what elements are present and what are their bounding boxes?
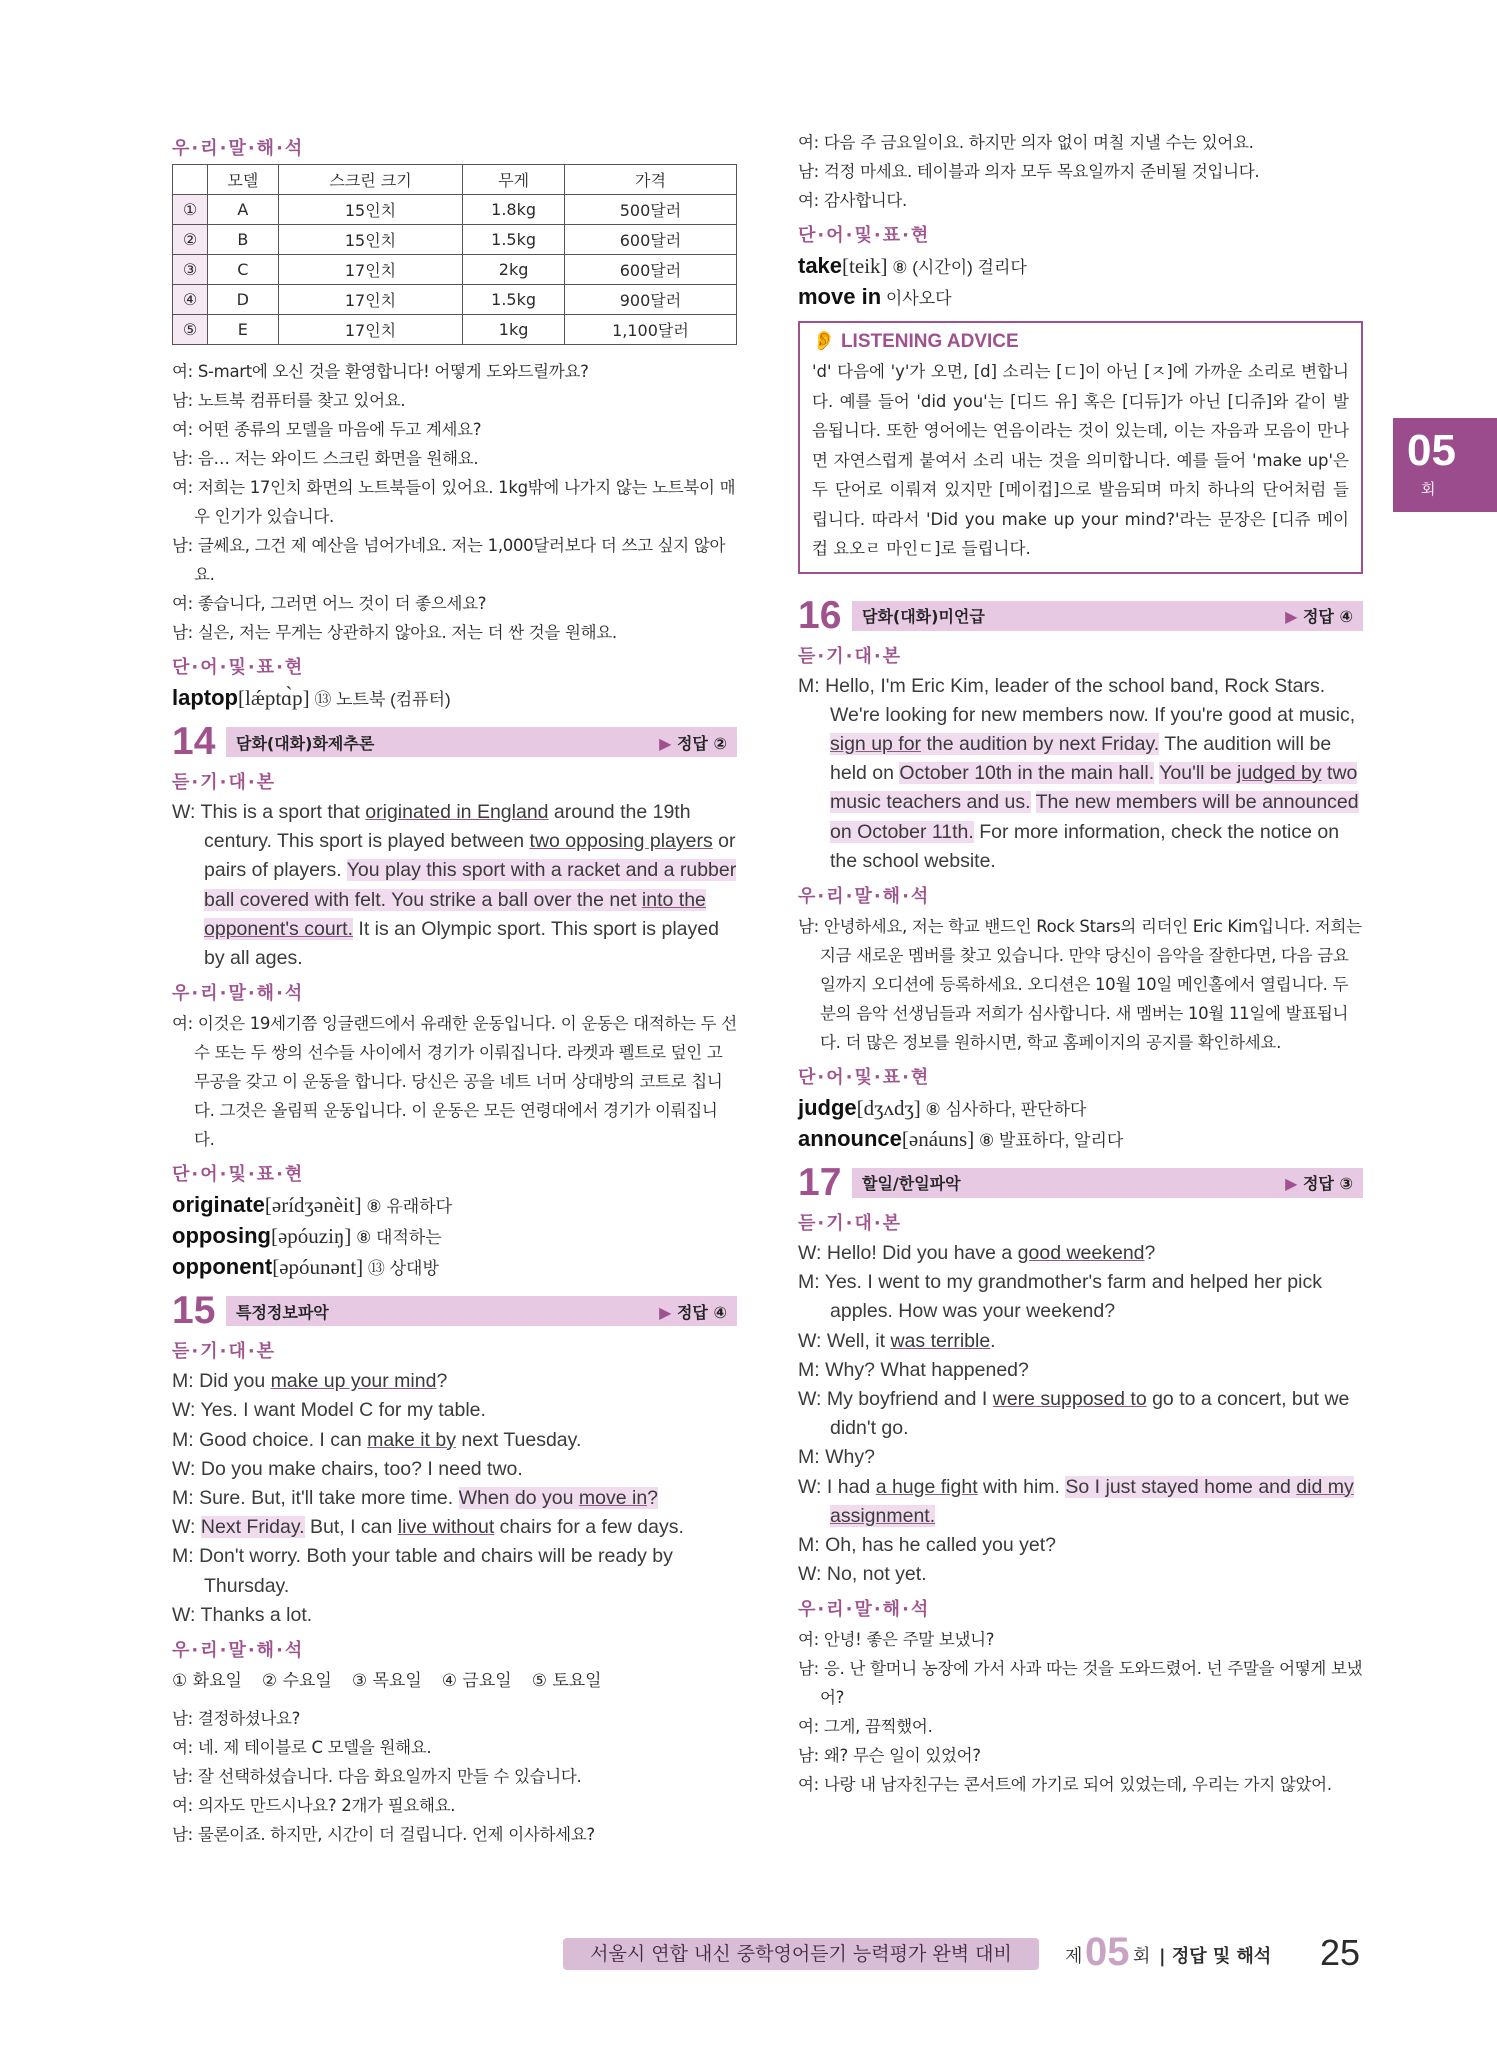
script-segment: M: Did you <box>172 1370 271 1393</box>
script-segment: W: Hello! Did you have a <box>798 1241 1018 1264</box>
script-segment: W: Do you make chairs, too? I need two. <box>172 1457 523 1480</box>
table-cell: 900달러 <box>564 285 736 315</box>
table-header-cell: 가격 <box>564 165 736 195</box>
script-line <box>172 1484 737 1513</box>
script-segment: ? <box>647 1487 659 1510</box>
translation-line: 여: 감사합니다. <box>798 191 907 210</box>
script-line <box>798 1473 1363 1531</box>
section-label: 듣·기·대·본 <box>172 772 277 793</box>
round-number: 05 <box>1407 426 1456 475</box>
question-number: 14 <box>172 720 216 763</box>
answer-label: ▶ 정답 ④ <box>659 1300 727 1323</box>
section-label: 듣·기·대·본 <box>798 645 903 667</box>
script-segment: next Tuesday. <box>455 1428 582 1451</box>
section-label: 단·어·및·표·현 <box>798 225 931 246</box>
q15-header <box>172 1291 737 1331</box>
script-segment: M: Hello, I'm Eric Kim, leader of the school band, Rock Stars. We're looking for new members now. If you're good at music, <box>798 674 1356 726</box>
vocab-word: judge <box>798 1094 857 1120</box>
vocab-item <box>172 683 737 714</box>
script-line <box>798 1268 1363 1326</box>
left-column <box>172 128 737 1849</box>
table-row <box>173 195 737 225</box>
table-cell: ⑤ <box>173 315 208 345</box>
translation-line: 남: 안녕하세요, 저는 학교 밴드인 Rock Stars의 리더인 Eric Kim입니다. 저희는 지금 새로운 멤버를 찾고 있습니다. 만약 당신이 음악을 잘한다면, 다음 금요일까지 오디션에 등록하세요. 오디션은 10월 10일 메인홀에서 열립니다. 두 분의 음악 선생님들과 저희가 심사합니다. 새 멤버는 10월 11일에 발표됩니다. 더 많은 정보를 원하시면, 학교 홈페이지의 공지를 확인하세요. <box>798 916 1362 1052</box>
translation-line: 여: 안녕! 좋은 주말 보냈니? <box>798 1630 995 1650</box>
question-type: 특정정보파악 <box>236 1302 329 1322</box>
q15-script <box>172 1367 737 1630</box>
script-segment: go to a concert, but we didn't go. <box>830 1387 1350 1440</box>
q16-script <box>798 672 1363 876</box>
table-cell: 1.8kg <box>463 195 565 225</box>
script-line <box>798 672 1363 876</box>
table-cell: D <box>208 285 279 315</box>
table-cell: ③ <box>173 255 208 285</box>
question-number: 15 <box>172 1289 216 1333</box>
table-header-cell: 무게 <box>463 165 565 195</box>
table-cell: E <box>208 315 279 345</box>
script-line <box>172 1396 737 1425</box>
script-segment: make up your mind <box>270 1370 437 1393</box>
answer-label: ▶ 정답 ④ <box>1285 604 1353 627</box>
section-label: 우·리·말·해·석 <box>172 1640 305 1662</box>
q17-script <box>798 1239 1363 1589</box>
script-segment: were supposed to <box>992 1387 1147 1410</box>
script-segment: did my assignment. <box>830 1475 1354 1527</box>
script-segment: ? <box>1144 1241 1156 1264</box>
script-line <box>172 798 737 973</box>
script-line <box>172 1513 737 1542</box>
vocab-item <box>798 1093 1363 1124</box>
question-bar <box>226 1296 737 1326</box>
q16-translation <box>798 912 1363 1057</box>
script-line <box>172 1601 737 1630</box>
answer-label: ▶ 정답 ② <box>659 731 727 754</box>
script-segment: W: Well, it <box>798 1329 891 1352</box>
translation-line: 여: 이것은 19세기쯤 잉글랜드에서 유래한 운동입니다. 이 운동은 대적하는 두 선수 또는 두 쌍의 선수들 사이에서 경기가 이뤄집니다. 라켓과 펠트로 덮인 고무공을 갖고 이 운동을 합니다. 당신은 공을 네트 너머 상대방의 코트로 칩니다. 그것은 올림픽 운동입니다. 이 운동은 모든 연령대에서 경기가 이뤄집니다. <box>172 1014 737 1150</box>
vocab-phonetic: [teik] <box>842 254 888 278</box>
translation-line: 남: 물론이죠. 하지만, 시간이 더 걸립니다. 언제 이사하세요? <box>172 1825 595 1845</box>
table-cell: 1,100달러 <box>564 315 736 345</box>
script-line <box>798 1443 1363 1472</box>
vocab-item <box>172 1221 737 1252</box>
script-segment: You play this sport with a racket and a rubber ball covered with felt. You strike a ball over the net <box>204 859 737 911</box>
script-segment: W: I had <box>798 1475 876 1498</box>
vocab-item <box>798 282 1363 313</box>
table-cell: B <box>208 225 279 255</box>
script-segment: sign up for <box>830 732 922 755</box>
vocab-word: take <box>798 253 843 278</box>
q15-vocab <box>798 251 1363 313</box>
script-line <box>798 1560 1363 1589</box>
translation-line: 여: 어떤 종류의 모델을 마음에 두고 계세요? <box>172 420 482 439</box>
script-line <box>172 1426 737 1455</box>
page-footer <box>563 1932 1363 1980</box>
script-segment: The audition will be held on <box>830 732 1332 785</box>
script-segment: W: <box>172 1516 201 1539</box>
translation-line: 여: S-mart에 오신 것을 환영합니다! 어떻게 도와드릴까요? <box>172 362 589 381</box>
question-number: 16 <box>798 593 842 637</box>
script-segment: ? <box>436 1370 448 1393</box>
choice-option: ⑤ 토요일 <box>531 1671 602 1692</box>
translation-line: 남: 결정하셨나요? <box>172 1709 301 1729</box>
q15-translation <box>172 1704 737 1849</box>
table-header-cell: 스크린 크기 <box>278 165 463 195</box>
script-segment: or pairs of players. <box>204 830 736 882</box>
table-cell: 600달러 <box>564 255 736 285</box>
translation-line: 여: 저희는 17인치 화면의 노트북들이 있어요. 1kg밖에 나가지 않는 노트북이 매우 인기가 있습니다. <box>172 478 736 526</box>
round-unit: 회 <box>1421 480 1436 498</box>
choice-option: ② 수요일 <box>261 1671 332 1692</box>
q14-translation <box>172 1009 737 1154</box>
vocab-word: move in <box>798 284 882 309</box>
translation-line: 여: 그게, 끔찍했어. <box>798 1717 933 1737</box>
question-type: 할일/한일파악 <box>862 1174 961 1194</box>
script-segment: So I just stayed home and <box>1065 1475 1297 1498</box>
script-segment <box>1031 791 1036 813</box>
table-header-row <box>173 165 737 195</box>
table-cell: 17인치 <box>278 315 463 345</box>
script-segment: When do you <box>458 1487 579 1510</box>
translation-line: 여: 좋습니다, 그러면 어느 것이 더 좋으세요? <box>172 594 487 613</box>
vocab-meaning: ⑬ 노트북 (컴퓨터) <box>309 690 451 709</box>
listening-advice-box <box>798 321 1363 574</box>
script-segment: around the 19th century. This sport is played between <box>204 801 691 853</box>
script-line <box>172 1542 737 1600</box>
question-type: 담화(대화)미언급 <box>862 607 985 626</box>
section-label: 우·리·말·해·석 <box>172 138 305 159</box>
table-row <box>173 315 737 345</box>
script-segment: W: Thanks a lot. <box>172 1603 313 1626</box>
script-segment: with him. <box>977 1475 1066 1498</box>
q13-vocab <box>172 683 737 714</box>
answer-label: ▶ 정답 ③ <box>1285 1171 1353 1194</box>
table-cell: 17인치 <box>278 255 463 285</box>
vocab-item <box>172 1190 737 1221</box>
script-segment: October 10th in the main hall. <box>899 762 1155 785</box>
translation-line: 여: 다음 주 금요일이요. 하지만 의자 없이 며칠 지낼 수는 있어요. <box>798 133 1254 152</box>
table-row <box>173 285 737 315</box>
table-row <box>173 255 737 285</box>
vocab-meaning: ⑧ 대적하는 <box>351 1228 442 1248</box>
script-segment: M: Sure. But, it'll take more time. <box>172 1487 459 1510</box>
table-cell: 1.5kg <box>463 225 565 255</box>
question-bar <box>852 601 1363 631</box>
script-line <box>798 1327 1363 1356</box>
script-line <box>172 1455 737 1484</box>
script-segment: judged by <box>1237 762 1322 785</box>
table-row <box>173 225 737 255</box>
q13-translation <box>172 357 737 647</box>
book-title: 서울시 연합 내신 중학영어듣기 능력평가 완벽 대비 <box>563 1938 1039 1970</box>
translation-line: 남: 잘 선택하셨습니다. 다음 화요일까지 만들 수 있습니다. <box>172 1767 582 1787</box>
translation-line: 남: 걱정 마세요. 테이블과 의자 모두 목요일까지 준비될 것입니다. <box>798 162 1260 181</box>
vocab-item <box>798 1124 1363 1155</box>
script-segment: M: Good choice. I can <box>172 1428 368 1451</box>
script-segment: M: Yes. I went to my grandmother's farm and helped her pick apples. How was your weekend? <box>798 1271 1322 1323</box>
script-segment: a huge fight <box>875 1475 978 1498</box>
q15-translation-cont <box>798 128 1363 215</box>
table-cell: 15인치 <box>278 225 463 255</box>
vocab-word: opposing <box>172 1223 271 1249</box>
vocab-word: laptop <box>172 685 238 710</box>
translation-line: 남: 왜? 무슨 일이 있었어? <box>798 1746 981 1766</box>
vocab-phonetic: [ənáuns] <box>901 1126 975 1151</box>
script-segment: two music teachers and us. <box>830 762 1358 814</box>
table-body <box>173 195 737 345</box>
table-cell: ④ <box>173 285 208 315</box>
vocab-meaning: ⑬ 상대방 <box>363 1259 439 1279</box>
table-cell: 15인치 <box>278 195 463 225</box>
vocab-meaning: ⑧ 유래하다 <box>361 1197 453 1217</box>
translation-line: 남: 응. 난 할머니 농장에 가서 사과 따는 것을 도와드렸어. 넌 주말을 어떻게 보냈어? <box>798 1659 1363 1708</box>
script-segment: into the opponent's court. <box>204 888 706 940</box>
script-line <box>798 1531 1363 1560</box>
model-table <box>172 164 737 345</box>
script-segment: chairs for a few days. <box>494 1516 684 1539</box>
table-cell: A <box>208 195 279 225</box>
script-segment: M: Oh, has he called you yet? <box>798 1533 1056 1556</box>
table-cell: ② <box>173 225 208 255</box>
vocab-word: opponent <box>172 1254 273 1280</box>
script-segment: It is an Olympic sport. This sport is played by all ages. <box>204 917 719 970</box>
script-line <box>172 1367 737 1396</box>
translation-line: 남: 음… 저는 와이드 스크린 화면을 원해요. <box>172 449 479 468</box>
translation-line: 여: 나랑 내 남자친구는 콘서트에 가기로 되어 있었는데, 우리는 가지 않았어. <box>798 1775 1332 1795</box>
script-segment: W: Yes. I want Model C for my table. <box>172 1399 486 1422</box>
vocab-phonetic: [ərídʒənèit] <box>264 1193 362 1218</box>
script-segment: M: Why? What happened? <box>798 1358 1029 1381</box>
choice-option: ① 화요일 <box>172 1671 242 1692</box>
q16-vocab <box>798 1093 1363 1155</box>
q17-translation <box>798 1625 1363 1799</box>
script-segment: originated in England <box>365 801 549 823</box>
q14-header <box>172 722 737 762</box>
q15-choices <box>172 1666 737 1696</box>
vocab-meaning: ⑧ (시간이) 걸리다 <box>887 258 1027 277</box>
script-segment: W: No, not yet. <box>798 1563 927 1586</box>
vocab-phonetic: [əpóuziŋ] <box>270 1224 352 1249</box>
right-column <box>798 128 1363 1799</box>
vocab-phonetic: [lǽptɑ̀p] <box>238 686 310 710</box>
footer-subtitle: | 정답 및 해석 <box>1159 1946 1272 1967</box>
question-bar <box>852 1168 1363 1198</box>
ear-icon: 👂 <box>812 331 841 352</box>
script-segment: You'll be <box>1159 762 1238 785</box>
q14-script <box>172 798 737 973</box>
table-cell: 1kg <box>463 315 565 345</box>
section-label: 단·어·및·표·현 <box>172 657 305 678</box>
script-line <box>798 1385 1363 1443</box>
table-cell: 17인치 <box>278 285 463 315</box>
q16-header <box>798 593 1363 637</box>
advice-body: 'd' 다음에 'y'가 오면, [d] 소리는 [ㄷ]이 아닌 [ㅈ]에 가까운 소리로 변합니다. 예를 들어 'did you'는 [디드 유] 혹은 [디듀]가 아닌 [디쥬]와 같이 발음됩니다. 또한 영어에는 연음이라는 것이 있는데, 이는 자음과 모음이 만나면 자연스럽게 붙여서 소리 내는 것을 의미합니다. 예를 들어 'make up'은 두 단어로 이뤄져 있지만 [메이컵]으로 발음되며 마치 하나의 단어처럼 들립니다. 따라서 'Did you make up your mind?'라는 문장은 [디쥬 메이컵 요오ㄹ 마인ㄷ]로 들립니다. <box>812 362 1349 558</box>
footer-je: 제 <box>1065 1946 1083 1967</box>
page-number: 25 <box>1320 1932 1361 1973</box>
script-segment: make it by <box>367 1428 456 1451</box>
script-segment: M: Don't worry. Both your table and chairs will be ready by Thursday. <box>172 1545 673 1597</box>
script-segment: two opposing players <box>529 830 713 853</box>
script-segment: the audition by next Friday. <box>921 732 1160 755</box>
translation-line: 남: 실은, 저는 무게는 상관하지 않아요. 저는 더 싼 것을 원해요. <box>172 623 617 642</box>
choice-option: ④ 금요일 <box>441 1671 512 1692</box>
script-segment: . <box>990 1329 996 1352</box>
footer-round: 05 <box>1085 1930 1130 1974</box>
vocab-item <box>172 1252 737 1283</box>
script-segment: good weekend <box>1017 1241 1145 1264</box>
vocab-phonetic: [dʒʌdʒ] <box>856 1095 921 1120</box>
table-cell: 600달러 <box>564 225 736 255</box>
table-cell: C <box>208 255 279 285</box>
advice-title: 👂 LISTENING ADVICE <box>812 331 1019 352</box>
script-segment: But, I can <box>304 1516 398 1539</box>
round-side-tab <box>1393 418 1497 512</box>
script-segment: Next Friday. <box>200 1516 305 1539</box>
script-line <box>798 1356 1363 1385</box>
table-header-cell: 모델 <box>208 165 279 195</box>
choice-option: ③ 목요일 <box>351 1671 422 1692</box>
table-cell: ① <box>173 195 208 225</box>
script-segment: M: Why? <box>798 1446 875 1469</box>
script-segment: live without <box>397 1516 495 1539</box>
translation-line: 남: 글쎄요, 그건 제 예산을 넘어가네요. 저는 1,000달러보다 더 쓰고 싶지 않아요. <box>172 536 726 584</box>
section-label: 우·리·말·해·석 <box>798 1599 931 1621</box>
question-type: 담화(대화)화제추론 <box>236 733 375 753</box>
question-number: 17 <box>798 1160 842 1204</box>
script-segment: The new members will be announced on October 11th. <box>830 791 1359 843</box>
script-segment: W: My boyfriend and I <box>798 1387 993 1410</box>
table-header-cell <box>173 165 208 195</box>
script-segment: was terrible <box>890 1329 991 1352</box>
table-cell: 2kg <box>463 255 565 285</box>
q17-header <box>798 1160 1363 1204</box>
section-label: 단·어·및·표·현 <box>798 1066 931 1088</box>
vocab-word: originate <box>172 1192 265 1218</box>
section-label: 우·리·말·해·석 <box>172 983 305 1005</box>
vocab-meaning: ⑧ 발표하다, 알리다 <box>974 1130 1124 1150</box>
script-segment: W: This is a sport that <box>172 801 366 823</box>
vocab-item <box>798 251 1363 282</box>
script-line <box>798 1239 1363 1268</box>
vocab-meaning: ⑧ 심사하다, 판단하다 <box>920 1099 1087 1119</box>
vocab-phonetic: [əpóunənt] <box>272 1255 364 1280</box>
footer-hoe: 회 <box>1133 1946 1151 1967</box>
table-cell: 1.5kg <box>463 285 565 315</box>
section-label: 듣·기·대·본 <box>798 1212 903 1234</box>
section-label: 단·어·및·표·현 <box>172 1164 305 1186</box>
vocab-word: announce <box>798 1125 902 1151</box>
script-segment: move in <box>578 1487 648 1510</box>
section-label: 듣·기·대·본 <box>172 1341 277 1363</box>
question-bar <box>226 727 737 757</box>
vocab-meaning: 이사오다 <box>881 289 952 308</box>
q14-vocab <box>172 1190 737 1283</box>
section-label: 우·리·말·해·석 <box>798 885 931 907</box>
translation-line: 여: 네. 제 테이블로 C 모델을 원해요. <box>172 1738 432 1758</box>
script-segment: For more information, check the notice on the school website. <box>830 820 1340 872</box>
translation-line: 남: 노트북 컴퓨터를 찾고 있어요. <box>172 391 406 410</box>
table-cell: 500달러 <box>564 195 736 225</box>
translation-line: 여: 의자도 만드시나요? 2개가 필요해요. <box>172 1796 456 1816</box>
